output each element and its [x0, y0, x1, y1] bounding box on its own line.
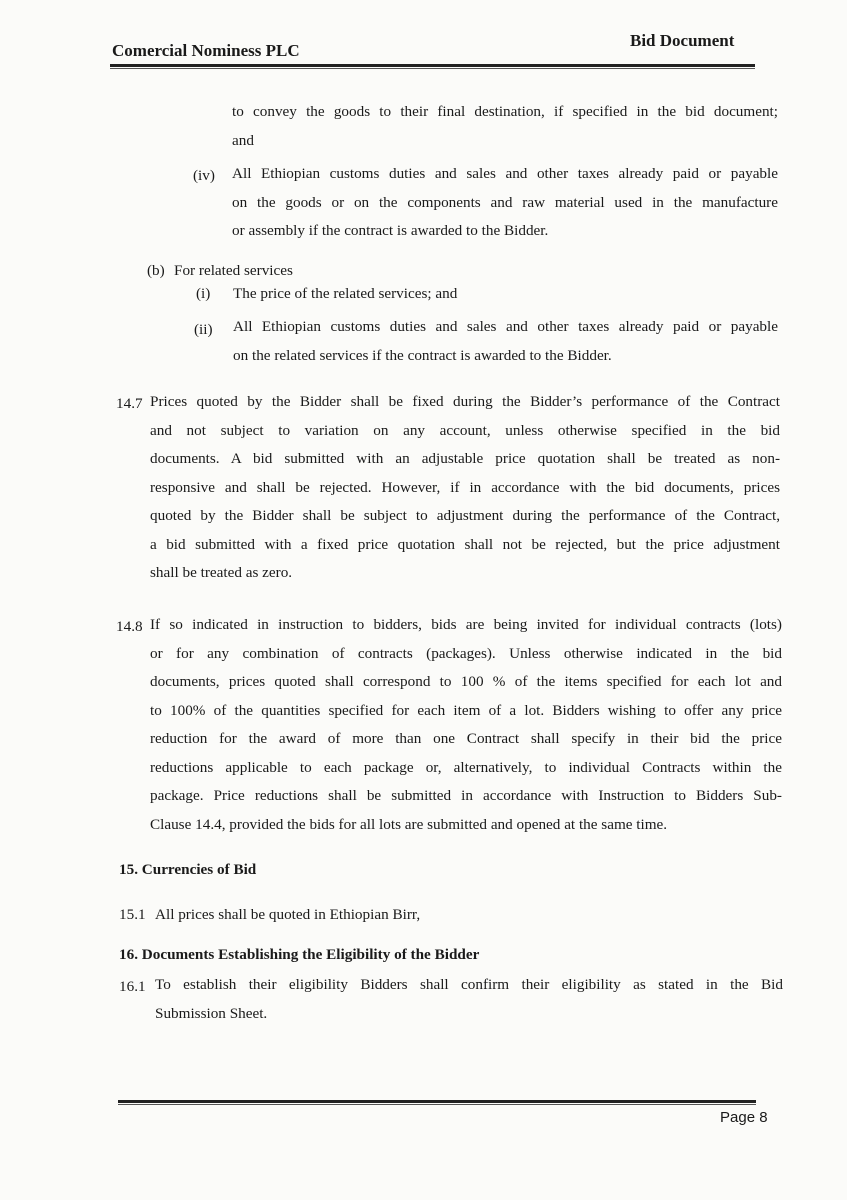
section-15-heading: 15. Currencies of Bid [119, 861, 257, 878]
clause-14-8-text: If so indicated in instruction to bidders, bids are being invited for individual contracts (lots) or for any combination of contracts (packages). Unless otherwise indicated in the bid documents, prices quoted shall correspond to 100 % of the items specified for each lot and to 100% of the quantities specified for each item of a lot. Bidders wishing to offer any price reduction for the award of more than one Contract shall specify in their bid the price reductions applicable to each package or, alternatively, to individual Contracts within the package. Price reductions shall be submitted in accordance with Instruction to Bidders Sub- Clause 14.4, provided the bids for all lots are submitted and opened at the same time. [150, 616, 782, 833]
clause-15-1-text: All prices shall be quoted in Ethiopian Birr, [155, 906, 421, 923]
item-b-label: (b) [147, 262, 165, 279]
clause-16-1-number: 16.1 [119, 978, 146, 995]
clause-15-1-number: 15.1 [119, 906, 146, 923]
item-b-i-text: The price of the related services; and [233, 285, 458, 302]
item-iv-label: (iv) [193, 167, 215, 184]
page-number: Page 8 [720, 1109, 768, 1126]
continued-item-text: to convey the goods to their final destination, if specified in the bid document; and [232, 103, 778, 149]
section-16-heading: 16. Documents Establishing the Eligibility of the Bidder [119, 946, 480, 963]
footer-rule-thin [118, 1104, 756, 1105]
clause-16-1-text: To establish their eligibility Bidders shall confirm their eligibility as stated in the Bid Submission Sheet. [155, 976, 783, 1022]
header-rule-thin [110, 68, 755, 69]
clause-14-8-number: 14.8 [116, 618, 143, 635]
item-b-text: For related services [174, 262, 293, 279]
footer-rule [118, 1100, 756, 1103]
header-rule [110, 64, 755, 67]
item-b-ii-label: (ii) [194, 321, 213, 338]
header-document-title: Bid Document [630, 31, 735, 50]
header-company-name: Comercial Nominess PLC [112, 41, 300, 60]
item-b-ii-text: All Ethiopian customs duties and sales and other taxes already paid or payable on the related services if the contract is awarded to the Bidder. [233, 318, 778, 364]
item-iv-text: All Ethiopian customs duties and sales and other taxes already paid or payable on the goods or on the components and raw material used in the manufacture or assembly if the contract is awarded to the Bidder. [232, 165, 778, 239]
clause-14-7-number: 14.7 [116, 395, 143, 412]
clause-14-7-text: Prices quoted by the Bidder shall be fixed during the Bidder’s performance of the Contract and not subject to variation on any account, unless otherwise specified in the bid documents. A bid submitted with an adjustable price quotation shall be treated as non- responsive and shall be rejected. However, if in accordance with the bid documents, prices quoted by the Bidder shall be subject to adjustment during the performance of the Contract, a bid submitted with a fixed price quotation shall not be rejected, but the price adjustment shall be treated as zero. [150, 393, 780, 581]
item-b-i-label: (i) [196, 285, 211, 302]
